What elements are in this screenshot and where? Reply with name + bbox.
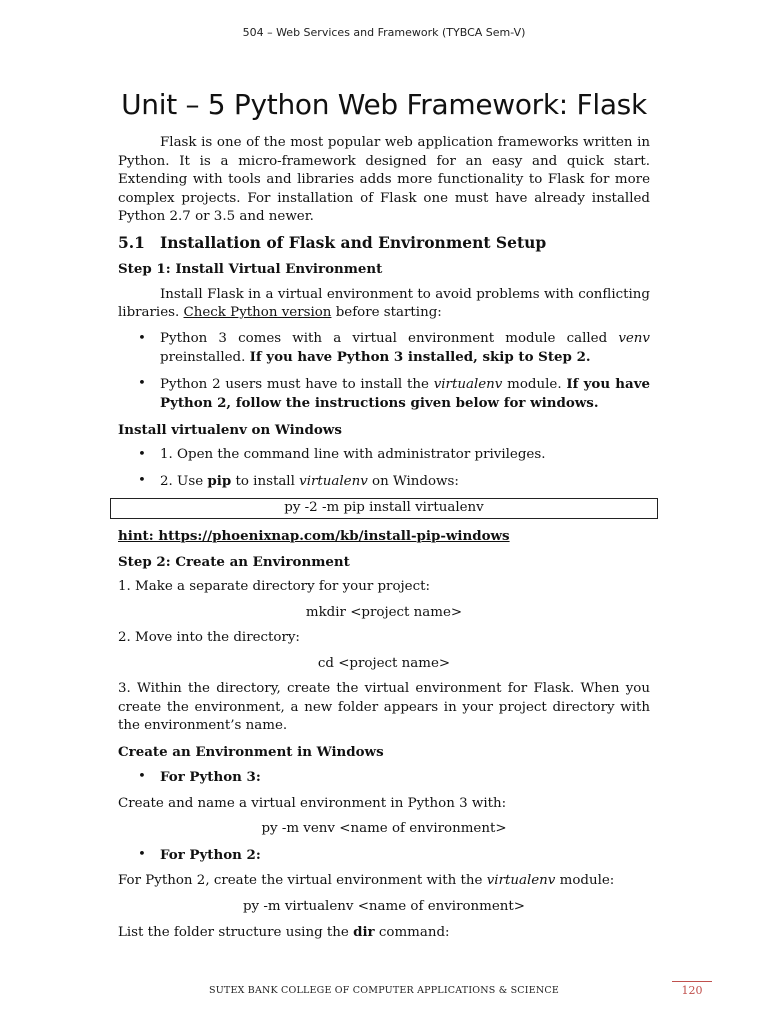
- python3-text: Create and name a virtual environment in Python 3 with:: [118, 795, 507, 811]
- python2-text: For Python 2, create the virtual environment with the virtualenv module:: [118, 873, 615, 888]
- bullet-icon: •: [138, 375, 146, 391]
- page-title: Unit – 5 Python Web Framework: Flask: [121, 88, 647, 121]
- step1-heading: Step 1: Install Virtual Environment: [118, 261, 383, 277]
- python3-bullet: [118, 768, 650, 788]
- footer-college-name: SUTEX BANK COLLEGE OF COMPUTER APPLICATIONS & SCIENCE: [209, 985, 559, 996]
- section-title: Installation of Flask and Environment Setup: [160, 232, 547, 252]
- python2-virtualenv-command: py -m virtualenv <name of environment>: [242, 898, 526, 914]
- step1-bullet-list: [118, 330, 650, 414]
- cd-command: cd <project name>: [317, 655, 451, 671]
- list-item: • For Python 2:: [138, 846, 261, 863]
- python2-bullet: [118, 846, 650, 866]
- list-item: • 2. Use pip to install virtualenv on Windows:: [138, 472, 459, 489]
- hint-link[interactable]: hint: https://phoenixnap.com/kb/install-pip-windows: [118, 528, 510, 544]
- section-number: 5.1: [118, 232, 145, 252]
- section-heading: [118, 234, 650, 253]
- running-header: 504 – Web Services and Framework (TYBCA Sem-V): [242, 26, 526, 39]
- intro-paragraph: Flask is one of the most popular web application frameworks written in Python. It is a micro-framework designed for an easy and quick start. Extending with tools and libraries adds more functionality to Flask for more complex projects. For installation of Flask one must have already installed Python 2.7 or 3.5 and newer.: [118, 135, 650, 224]
- bullet-icon: •: [138, 330, 146, 346]
- bullet-icon: •: [138, 769, 146, 784]
- install-windows-list: [118, 446, 650, 491]
- step1-paragraph: Install Flask in a virtual environment to avoid problems with conflicting libraries. Check Python version before starting:: [118, 286, 650, 320]
- python3-venv-command: py -m venv <name of environment>: [261, 821, 507, 836]
- bullet-icon: •: [138, 447, 146, 462]
- page-content: [118, 134, 650, 950]
- create-windows-heading: Create an Environment in Windows: [118, 743, 384, 760]
- check-python-version-link[interactable]: Check Python version: [183, 305, 332, 320]
- install-windows-heading: Install virtualenv on Windows: [118, 421, 342, 438]
- step2-heading: Step 2: Create an Environment: [118, 553, 350, 570]
- step2-line3: 3. Within the directory, create the virtual environment for Flask. When you create the environment, a new folder appears in your project directory with the environment’s name.: [118, 681, 650, 733]
- list-item: • Python 2 users must have to install the virtualenv module. If you have Python 2, follow the instructions given below for windows.: [138, 375, 651, 411]
- step2-line2: 2. Move into the directory:: [118, 630, 300, 645]
- list-item: • 1. Open the command line with administrator privileges.: [118, 446, 650, 465]
- pip-install-command-box: py -2 -m pip install virtualenv: [110, 498, 658, 519]
- mkdir-command: mkdir <project name>: [305, 604, 463, 620]
- bullet-icon: •: [138, 472, 146, 488]
- list-folder-text: List the folder structure using the dir command:: [118, 924, 450, 940]
- page-number: 120: [681, 984, 703, 997]
- list-item: • Python 3 comes with a virtual environment module called venv preinstalled. If you have Python 3 installed, skip to Step 2.: [138, 330, 650, 365]
- bullet-icon: •: [138, 846, 146, 862]
- footer-divider: [672, 981, 712, 982]
- step2-line1: 1. Make a separate directory for your project:: [118, 579, 430, 594]
- list-item: • For Python 3:: [138, 769, 261, 785]
